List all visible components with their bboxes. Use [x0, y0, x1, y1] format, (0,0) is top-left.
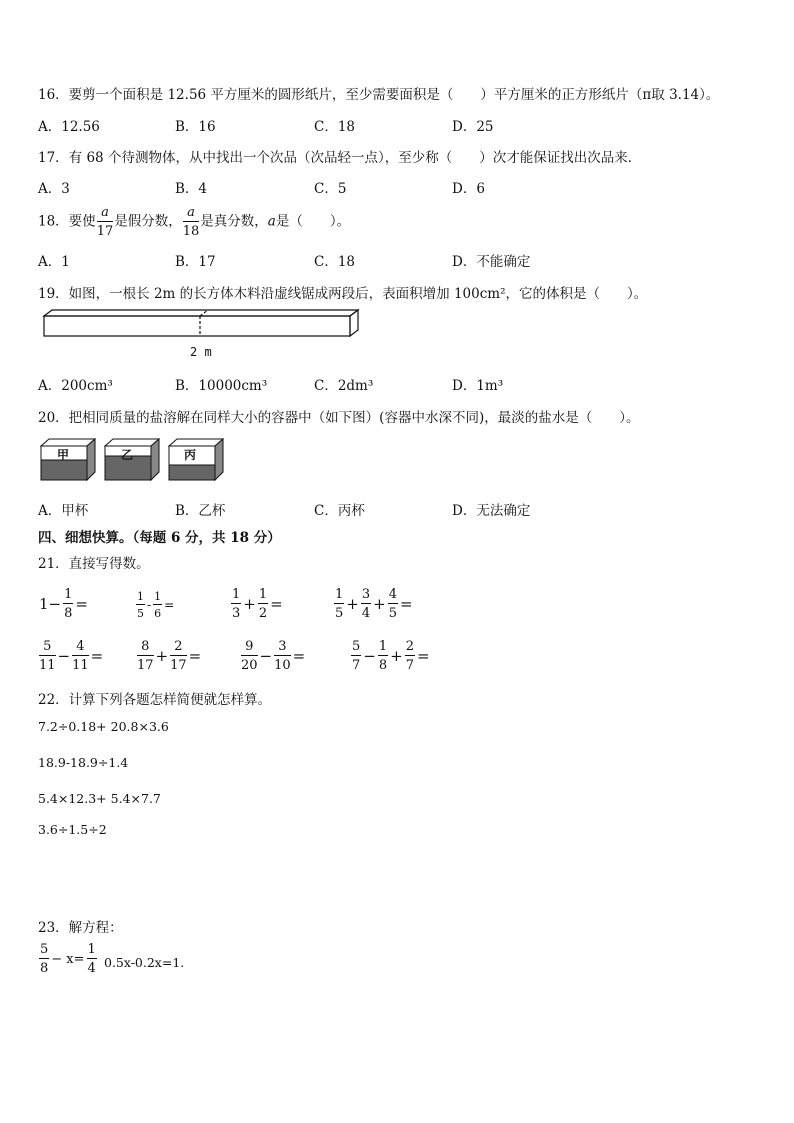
q18-frac2-num: a [183, 206, 200, 222]
calc-1-2: $\frac{1}{5}$ - $\frac{1}{6}$ = [137, 590, 175, 620]
cup-yi-label: 乙 [121, 448, 134, 462]
wood-beam-figure [40, 308, 362, 340]
q18-frac1-num: a [97, 206, 114, 222]
q22-expr-1: 7.2÷0.18+ 20.8×3.6 [38, 719, 169, 734]
q18-mid1: 是假分数， [114, 213, 182, 230]
q17-option-d[interactable]: D．6 [452, 181, 485, 197]
q19-option-c[interactable]: C．2dm³ [314, 378, 374, 394]
q20-option-a[interactable]: A．甲杯 [38, 503, 89, 519]
q23-equation-1: $\frac{5}{8}$ − x= $\frac{1}{4}$ [40, 942, 96, 976]
q20-option-c[interactable]: C．丙杯 [314, 503, 365, 519]
q18-option-c[interactable]: C．18 [314, 254, 356, 270]
q17-option-c[interactable]: C．5 [314, 181, 347, 197]
q20-option-b[interactable]: B．乙杯 [175, 503, 226, 519]
q22-expr-3: 5.4×12.3+ 5.4×7.7 [38, 791, 161, 806]
q22-text: 22．计算下列各题怎样简便就怎样算。 [38, 692, 272, 708]
calc-2-2: $\frac{8}{17}$ + $\frac{2}{17}$ = [137, 639, 202, 673]
q21-text: 21．直接写得数。 [38, 556, 150, 572]
q19-text: 19．如图，一根长 2m 的长方体木料沿虚线锯成两段后，表面积增加 100cm²，它的体积是（ ）。 [38, 286, 648, 302]
q18-prefix: 18．要使 [38, 213, 96, 230]
q16-option-b[interactable]: B．16 [175, 119, 216, 135]
section-4-title: 四、细想快算。（每题 6 分，共 18 分） [38, 530, 281, 546]
cup-bing-label: 丙 [184, 448, 197, 462]
q17-option-a[interactable]: A．3 [38, 181, 70, 197]
calc-2-3: $\frac{9}{20}$ − $\frac{3}{10}$ = [241, 639, 306, 673]
calc-1-4: $\frac{1}{5}$ + $\frac{3}{4}$ + $\frac{4}{5}$ = [335, 587, 413, 621]
q23-text: 23．解方程： [38, 920, 123, 936]
q18-fraction-1 [97, 206, 114, 238]
q20-option-d[interactable]: D．无法确定 [452, 503, 531, 519]
q18-fraction-2 [183, 206, 200, 238]
q18-frac2-den: 18 [182, 224, 200, 239]
q18-option-d[interactable]: D．不能确定 [452, 254, 531, 270]
q22-expr-2: 18.9-18.9÷1.4 [38, 755, 129, 770]
q16-text: 16．要剪一个面积是 12.56 平方厘米的圆形纸片，至少需要面积是（ ）平方厘米的正方形纸片（π取 3.14）。 [38, 87, 720, 103]
q18-option-b[interactable]: B．17 [175, 254, 216, 270]
q17-option-b[interactable]: B．4 [175, 181, 208, 197]
q18-option-a[interactable]: A．1 [38, 254, 70, 270]
q18-mid2: 是真分数， [200, 213, 268, 230]
q19-option-b[interactable]: B．10000cm³ [175, 378, 268, 394]
q18-line [38, 206, 350, 238]
q23-equation-2: 0.5x-0.2x=1. [104, 955, 185, 970]
q16-option-a[interactable]: A．12.56 [38, 119, 100, 135]
q18-suffix: 是（ ）。 [275, 213, 351, 230]
calc-1-3: $\frac{1}{3}$ + $\frac{1}{2}$ = [232, 587, 283, 621]
q16-option-c[interactable]: C．18 [314, 119, 356, 135]
q19-option-a[interactable]: A．200cm³ [38, 378, 113, 394]
calc-2-4: $\frac{5}{7}$ − $\frac{1}{8}$ + $\frac{2}{7}$ = [352, 639, 430, 673]
q22-expr-4: 3.6÷1.5÷2 [38, 822, 107, 837]
q20-text: 20．把相同质量的盐溶解在同样大小的容器中（如下图）(容器中水深不同)，最淡的盐水是（ ）。 [38, 410, 640, 426]
beam-length-label: 2 m [190, 345, 212, 359]
q18-frac1-den: 17 [96, 224, 114, 239]
q19-option-d[interactable]: D．1m³ [452, 378, 504, 394]
q18-var: a [267, 213, 276, 230]
calc-2-1: $\frac{5}{11}$ − $\frac{4}{11}$ = [39, 639, 104, 673]
calc-1-1: 1− $\frac{1}{8}$ = [39, 587, 88, 621]
cup-jia-label: 甲 [57, 448, 70, 462]
q17-text: 17．有 68 个待测物体，从中找出一个次品（次品轻一点），至少称（ ）次才能保证找出次品来． [38, 150, 642, 166]
q16-option-d[interactable]: D．25 [452, 119, 494, 135]
